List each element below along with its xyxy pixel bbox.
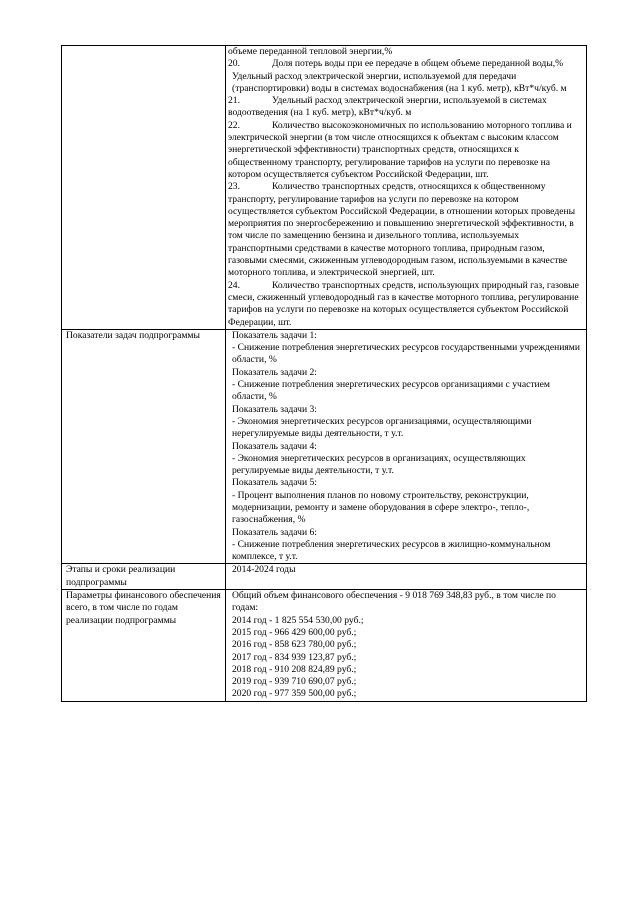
text-line: 2014-2024 годы <box>232 564 296 576</box>
text-line: Показатель задачи 3: <box>232 403 317 415</box>
table-row-financing <box>62 590 587 702</box>
row-content <box>226 590 587 702</box>
text-line: 2019 год - 939 710 690,07 руб.; <box>232 676 357 688</box>
text-line: 2020 год - 977 359 500,00 руб.; <box>232 688 357 700</box>
text-line: 2016 год - 858 623 780,00 руб.; <box>232 639 357 651</box>
text-line: Общий объем финансового обеспечения - 9 018 769 348,83 руб., в том числе по годам: <box>232 590 556 614</box>
row-label: Параметры финансового обеспечения всего, в том числе по годам реализации подпрограммы <box>62 590 226 702</box>
numbered-item: 20. Доля потерь воды при ее передаче в общем объеме переданной воды,% <box>228 58 564 70</box>
text-line: Показатель задачи 6: <box>232 526 317 538</box>
numbered-item: 23. Количество транспортных средств, относящихся к общественному транспорту, регулирование тарифов на услуги по перевозке на котором осуществляется субъектом Российской Федерации, в отношении которых проведены мероприятия по энергосбережению и повышению энергетической эффективности, в том числе по замещению бензина и дизельного топлива, используемых транспортными средствами в качестве моторного топлива, природным газом, газовыми смесями, сжиженным углеводородным газом, используемыми в качестве моторного топлива, и электрической энергией, шт. <box>228 181 578 279</box>
text-line: Показатель задачи 5: <box>232 477 317 489</box>
text-line: - Снижение потребления энергетических ресурсов организациями с участием области, % <box>232 379 550 403</box>
text-line: - Снижение потребления энергетических ресурсов государственными учреждениями области, % <box>232 342 580 366</box>
row-label <box>62 46 226 330</box>
document-page <box>61 45 580 702</box>
row-label: Показатели задач подпрограммы <box>62 329 226 564</box>
text-line: - Экономия энергетических ресурсов организациями, осуществляющими нерегулируемые виды деятельности, т у.т. <box>232 415 532 440</box>
text-line: 2017 год - 834 939 123,87 руб.; <box>232 651 357 663</box>
text-line: Удельный расход электрической энергии, используемой для передачи (транспортировки) воды в системах водоснабжения (на 1 куб. метр), кВт*ч/куб. м <box>232 70 567 94</box>
text-line: Показатель задачи 4: <box>232 440 317 452</box>
text-line: Показатель задачи 2: <box>232 366 317 378</box>
row-label: Этапы и сроки реализации подпрограммы <box>62 564 226 590</box>
text-line: - Снижение потребления энергетических ресурсов в жилищно-коммунальном комплексе, т у.т. <box>232 538 551 563</box>
row-content <box>226 564 587 590</box>
text-line: - Процент выполнения планов по новому строительству, реконструкции, модернизации, ремонту и замене оборудования в сфере электро-, тепло-, газоснабжения, % <box>232 489 530 526</box>
numbered-item: 22. Количество высокоэкономичных по использованию моторного топлива и электрической энергии (в том числе относящихся к объектам с высоким классом энергетической эффективности) транспортных средств, относящихся к общественному транспорту, регулирование тарифов на услуги по перевозке на котором осуществляется субъектом Российской Федерации, шт. <box>228 119 575 180</box>
row-content <box>226 329 587 564</box>
text-line: объеме переданной тепловой энергии,% <box>228 46 393 57</box>
text-line: Показатель задачи 1: <box>232 329 317 341</box>
row-content <box>226 46 587 330</box>
text-line: 2018 год - 910 208 824,89 руб.; <box>232 663 357 675</box>
text-line: 2014 год - 1 825 554 530,00 руб.; <box>232 614 364 626</box>
table-row-task-indicators <box>62 329 587 564</box>
numbered-item: 21. Удельный расход электрической энергии, используемой в системах водоотведения (на 1 куб. метр), кВт*ч/куб. м <box>228 95 550 119</box>
numbered-item: 24. Количество транспортных средств, использующих природный газ, газовые смеси, сжиженный углеводородный газ в качестве моторного топлива, регулирование тарифов на услуги по перевозке на которых осуществляется субъектом Российской Федерации, шт. <box>228 279 582 328</box>
text-line: 2015 год - 966 429 600,00 руб.; <box>232 626 357 638</box>
text-line: - Экономия энергетических ресурсов в организациях, осуществляющих регулируемые виды деятельности, т у.т. <box>232 452 526 477</box>
table-row-stages <box>62 564 587 590</box>
table-row-indicators-continued <box>62 46 587 330</box>
subprogram-passport-table <box>61 45 587 702</box>
